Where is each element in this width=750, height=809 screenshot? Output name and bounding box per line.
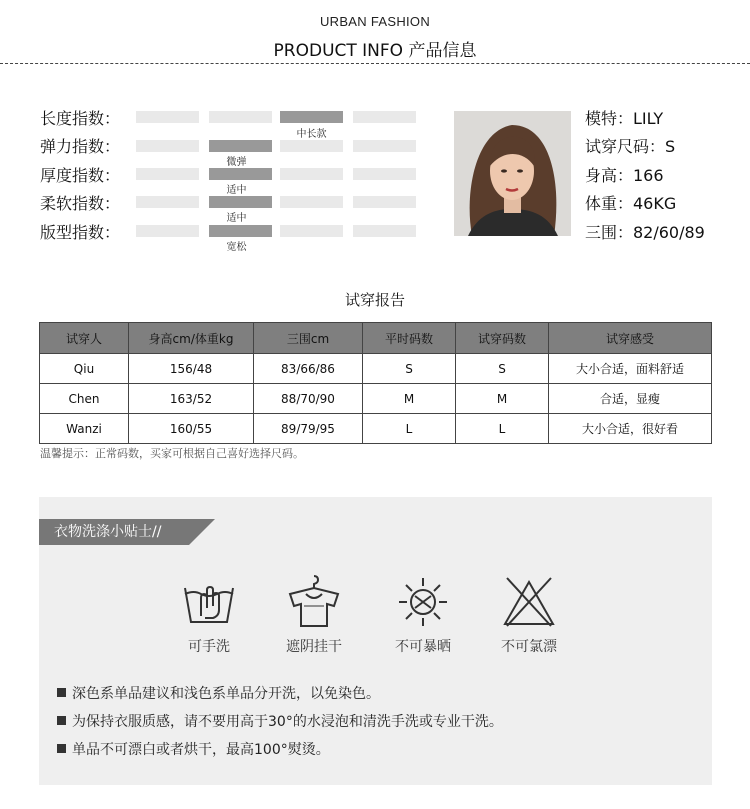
index-label-elasticity: 弹力指数： [40,137,121,156]
index-cell-selected [209,140,272,152]
hang-dry-shade-icon [284,572,344,632]
care-title: 衣物洗涤小贴士// [39,519,189,545]
table-cell: 89/79/95 [254,414,363,444]
column-header: 试穿码数 [456,323,549,354]
bullet-icon [57,688,66,697]
table-cell: 大小合适，很好看 [549,414,712,444]
care-instruction-text: 单品不可漂白或者烘干，最高100°熨烫。 [72,742,330,758]
care-instruction-text: 为保持衣服质感，请不要用高于30°的水浸泡和清洗手洗或专业干洗。 [72,714,503,730]
index-cell [353,111,416,123]
index-cell [280,196,343,208]
column-header: 平时码数 [363,323,456,354]
table-cell: M [363,384,456,414]
index-cell [353,225,416,237]
icon-label: 不可暴晒 [395,639,451,655]
index-label-thickness: 厚度指数： [40,166,121,185]
model-height: 身高：166 [585,166,664,185]
model-weight: 体重：46KG [585,194,677,213]
table-row [40,354,712,384]
table-cell: 83/66/86 [254,354,363,384]
care-panel [39,497,712,785]
table-row [40,414,712,444]
column-header: 试穿人 [40,323,129,354]
care-instruction [57,683,380,703]
fit-report-table [39,322,712,444]
column-header: 试穿感受 [549,323,712,354]
column-header: 三围cm [254,323,363,354]
model-measurements: 三围：82/60/89 [585,223,705,242]
size-tip: 温馨提示：正常码数，买家可根据自己喜好选择尺码。 [40,447,304,460]
table-cell: 合适，显瘦 [549,384,712,414]
index-tag: 适中 [226,185,247,196]
table-cell: Qiu [40,354,129,384]
icon-label: 遮阴挂干 [286,639,342,655]
index-cell [136,225,199,237]
index-cell [353,168,416,180]
index-cell [353,140,416,152]
table-cell: L [363,414,456,444]
report-title: 试穿报告 [344,291,405,309]
model-size: 试穿尺码：S [585,137,676,156]
bullet-icon [57,744,66,753]
table-cell: Wanzi [40,414,129,444]
index-cell [136,196,199,208]
index-cell-selected [209,225,272,237]
index-cell-selected [209,196,272,208]
no-bleach-icon [499,572,559,632]
table-cell: S [363,354,456,384]
brand-title: URBAN FASHION [319,14,431,29]
index-label-softness: 柔软指数： [40,194,121,213]
table-cell: S [456,354,549,384]
table-cell: 160/55 [129,414,254,444]
index-cell [209,111,272,123]
table-cell: 156/48 [129,354,254,384]
no-sun-icon [393,572,453,632]
table-cell: M [456,384,549,414]
index-cell [280,140,343,152]
table-cell: 163/52 [129,384,254,414]
index-tag: 中长款 [296,129,327,140]
section-title: PRODUCT INFO 产品信息 [273,41,477,61]
icon-label: 可手洗 [188,639,230,655]
table-cell: 88/70/90 [254,384,363,414]
table-header-row [40,323,712,354]
model-name: 模特：LILY [585,109,664,128]
table-cell: Chen [40,384,129,414]
index-label-length: 长度指数： [40,109,121,128]
care-instruction-text: 深色系单品建议和浅色系单品分开洗，以免染色。 [72,686,380,702]
ribbon-tail [189,519,215,545]
index-cell-selected [209,168,272,180]
icon-label: 不可氯漂 [501,639,557,655]
table-cell: L [456,414,549,444]
table-cell: 大小合适，面料舒适 [549,354,712,384]
index-cell [136,111,199,123]
index-cell-selected [280,111,343,123]
index-cell [280,168,343,180]
index-tag: 宽松 [226,242,247,253]
bullet-icon [57,716,66,725]
index-cell [136,140,199,152]
index-cell [353,196,416,208]
column-header: 身高cm/体重kg [129,323,254,354]
dashed-divider [0,63,750,64]
table-row [40,384,712,414]
index-tag: 微弹 [226,157,247,168]
care-instruction [57,711,503,731]
index-label-fit: 版型指数： [40,223,121,242]
hand-wash-icon [179,572,239,632]
care-instruction [57,739,330,759]
index-cell [280,225,343,237]
index-cell [136,168,199,180]
model-photo [454,111,571,236]
index-tag: 适中 [226,213,247,224]
